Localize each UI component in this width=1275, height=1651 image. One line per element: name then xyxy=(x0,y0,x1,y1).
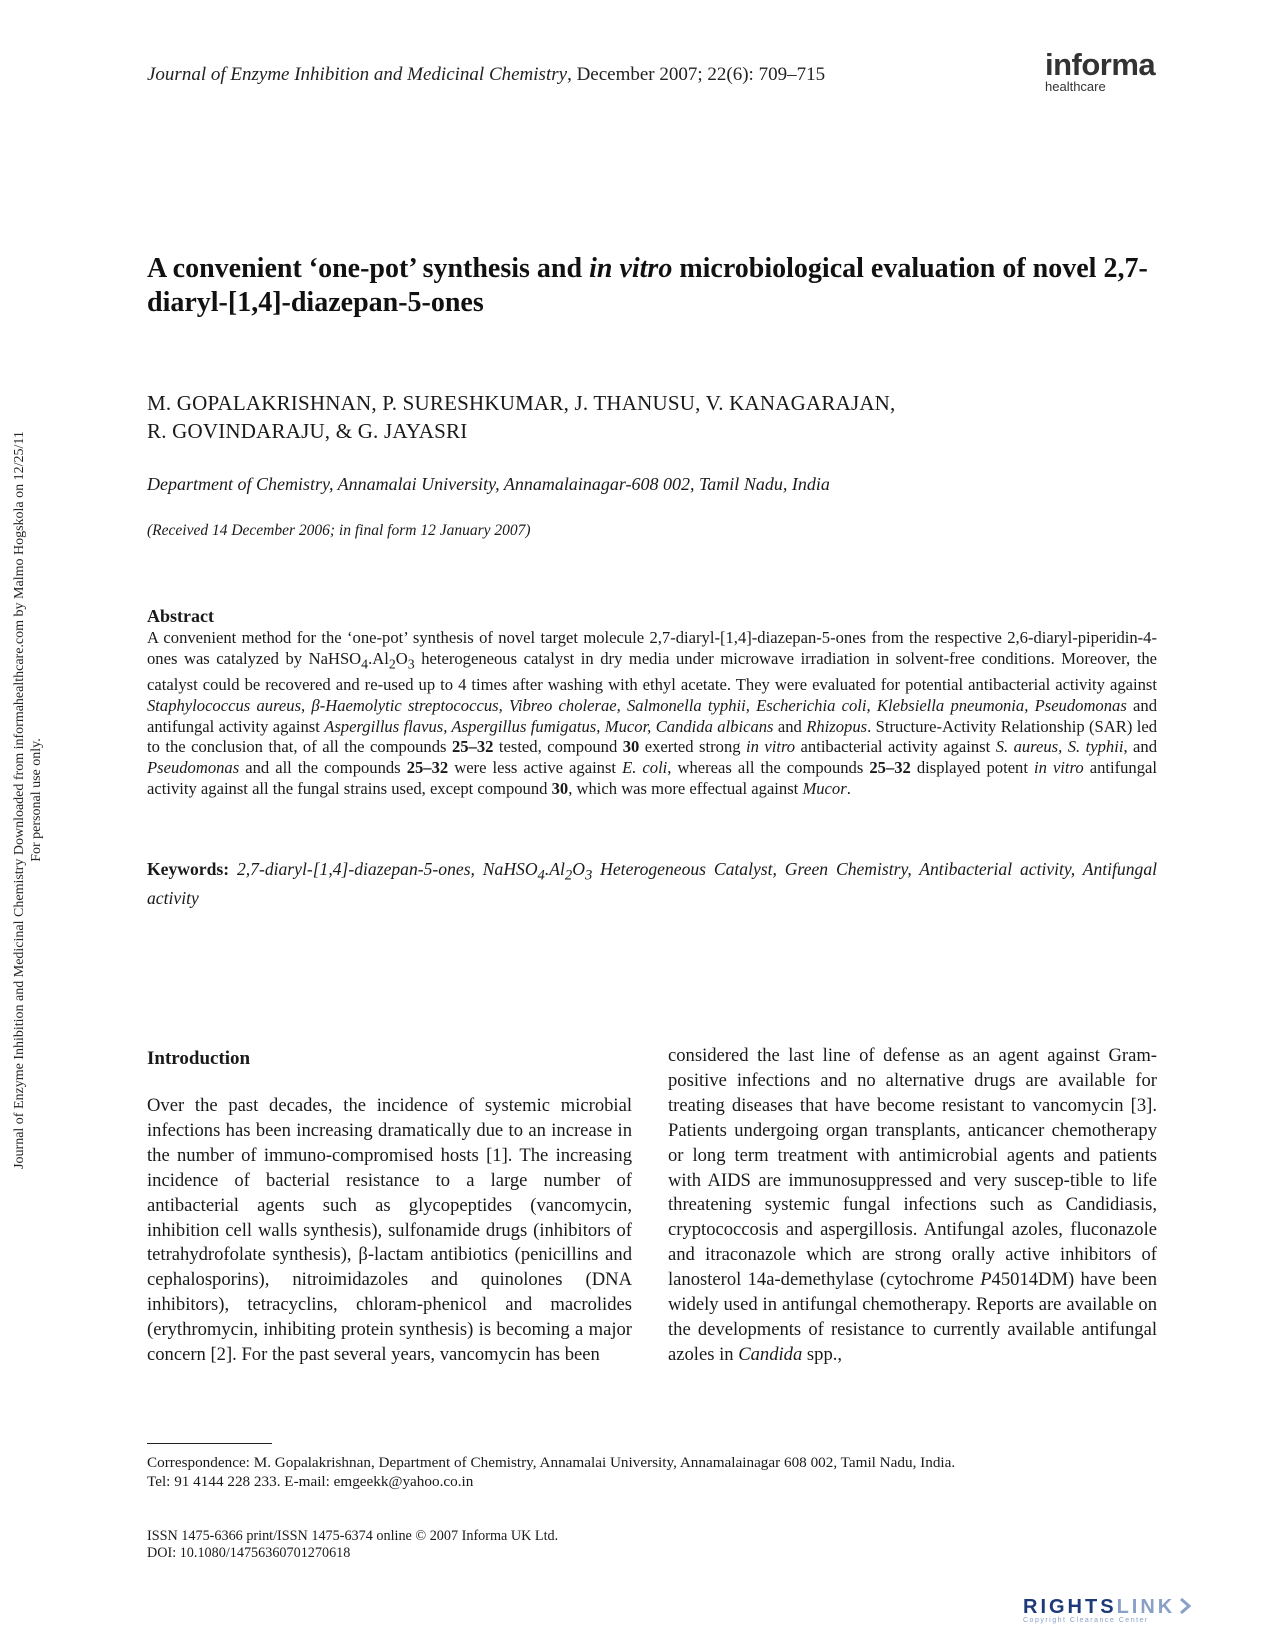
rightslink-logo[interactable] xyxy=(1023,1596,1253,1624)
received-dates: (Received 14 December 2006; in final form 12 January 2007) xyxy=(147,522,531,539)
contact-line: Tel: 91 4144 228 233. E-mail: emgeekk@yahoo.co.in xyxy=(147,1473,474,1490)
introduction-heading: Introduction xyxy=(147,1048,251,1069)
authors-line-2: R. GOVINDARAJU, & G. JAYASRI xyxy=(147,419,468,443)
footnote-rule xyxy=(147,1443,272,1444)
keywords-label: Keywords: xyxy=(147,859,230,879)
authors-line-1: M. GOPALAKRISHNAN, P. SURESHKUMAR, J. THANUSU, V. KANAGARAJAN, xyxy=(147,391,896,415)
keywords: Keywords: 2,7-diaryl-[1,4]-diazepan-5-ones, $NaHSO_4.Al_2O_3$ Heterogeneous Catalyst, Green Chemistry, Antibacterial activity, Antifungal activity xyxy=(147,859,1158,908)
title-text-1: A convenient ‘one-pot’ synthesis and xyxy=(147,253,590,284)
title-italic: in vitro xyxy=(589,253,673,284)
issn-doi-block xyxy=(147,1528,558,1562)
rightslink-light: LINK xyxy=(1116,1596,1176,1618)
title-text-2: microbiological evaluation of novel 2,7-diaryl-[1,4]-diazepan-5-ones xyxy=(147,253,1148,318)
correspondence-line: Correspondence: M. Gopalakrishnan, Department of Chemistry, Annamalai University, Annamalainagar 608 002, Tamil Nadu, India. xyxy=(147,1454,956,1471)
side-notice-line2: For personal use only. xyxy=(29,738,44,862)
logo-sub-text: healthcare xyxy=(1045,79,1106,94)
logo-main-text: informa xyxy=(1045,47,1156,82)
chevron-right-icon xyxy=(1177,1597,1193,1615)
introduction-column-right: considered the last line of defense as an agent against Gram-positive infections and no alternative drugs are available for treating diseases that have become resistant to vancomycin [3]. Patients undergoing organ transplants, anticancer chemotherapy or long term treatment with antimicrobial agents and patients with AIDS are immunosuppressed and very suscep-tible to life threatening systemic fungal infections such as Candidiasis, cryptococcosis and aspergillosis. Antifungal azoles, fluconazole and itraconazole which are strong orally active inhibitors of lanosterol 14a-demethylase (cytochrome P45014DM) have been widely used in antifungal chemotherapy. Reports are available on the developments of resistance to currently available antifungal azoles in Candida spp., xyxy=(668,1045,1157,1365)
journal-citation xyxy=(147,64,825,86)
rightslink-dark: RIGHTS xyxy=(1023,1596,1117,1618)
abstract-body: A convenient method for the ‘one-pot’ synthesis of novel target molecule 2,7-diaryl-[1,4]-diazepan-5-ones from the respective 2,6-diaryl-piperidin-4-ones was catalyzed by $NaHSO_4.Al_2O_3$ heterogeneous catalyst in dry media under microwave irradiation in solvent-free conditions. Moreover, the catalyst could be recovered and re-used up to 4 times after washing with ethyl acetate. They were evaluated for potential antibacterial activity against Staphylococcus aureus, β-Haemolytic streptococcus, Vibreo cholerae, Salmonella typhii, Escherichia coli, Klebsiella pneumonia, Pseudomonas and antifungal activity against Aspergillus flavus, Aspergillus fumigatus, Mucor, Candida albicans and Rhizopus. Structure-Activity Relationship (SAR) led to the conclusion that, of all the compounds 25–32 tested, compound 30 exerted strong in vitro antibacterial activity against S. aureus, S. typhii, and Pseudomonas and all the compounds 25–32 were less active against E. coli, whereas all the compounds 25–32 displayed potent in vitro antifungal activity against all the fungal strains used, except compound 30, which was more effectual against Mucor. xyxy=(147,628,1158,798)
informa-logo xyxy=(1045,47,1156,94)
side-notice-line1: Journal of Enzyme Inhibition and Medicinal Chemistry Downloaded from informahealthcare.com by Malmo Hogskola on 12/25/11 xyxy=(12,431,27,1169)
issn-line: ISSN 1475-6366 print/ISSN 1475-6374 online © 2007 Informa UK Ltd. xyxy=(147,1528,559,1544)
rightslink-subtitle: Copyright Clearance Center xyxy=(1023,1617,1149,1624)
author-list xyxy=(147,389,1157,445)
correspondence-footnote xyxy=(147,1453,1157,1491)
abstract-heading: Abstract xyxy=(147,606,214,626)
doi-line: DOI: 10.1080/14756360701270618 xyxy=(147,1545,351,1561)
journal-name: Journal of Enzyme Inhibition and Medicinal Chemistry xyxy=(147,64,568,85)
introduction-column-left: Over the past decades, the incidence of systemic microbial infections has been increasing dramatically due to an increase in the number of immuno-compromised hosts [1]. The increasing incidence of bacterial resistance to a large number of antibacterial agents such as glycopeptides (vancomycin, inhibition cell walls synthesis), sulfonamide drugs (inhibitors of tetrahydrofolate synthesis), β-lactam antibiotics (penicillins and cephalosporins), nitroimidazoles and quinolones (DNA inhibitors), tetracyclins, chloram-phenicol and macrolides (erythromycin, inhibiting protein synthesis) is becoming a major concern [2]. For the past several years, vancomycin has been xyxy=(147,1095,632,1366)
affiliation: Department of Chemistry, Annamalai University, Annamalainagar-608 002, Tamil Nadu, India xyxy=(147,474,830,494)
article-title xyxy=(147,252,1157,320)
journal-issue: , December 2007; 22(6): 709–715 xyxy=(567,64,826,85)
